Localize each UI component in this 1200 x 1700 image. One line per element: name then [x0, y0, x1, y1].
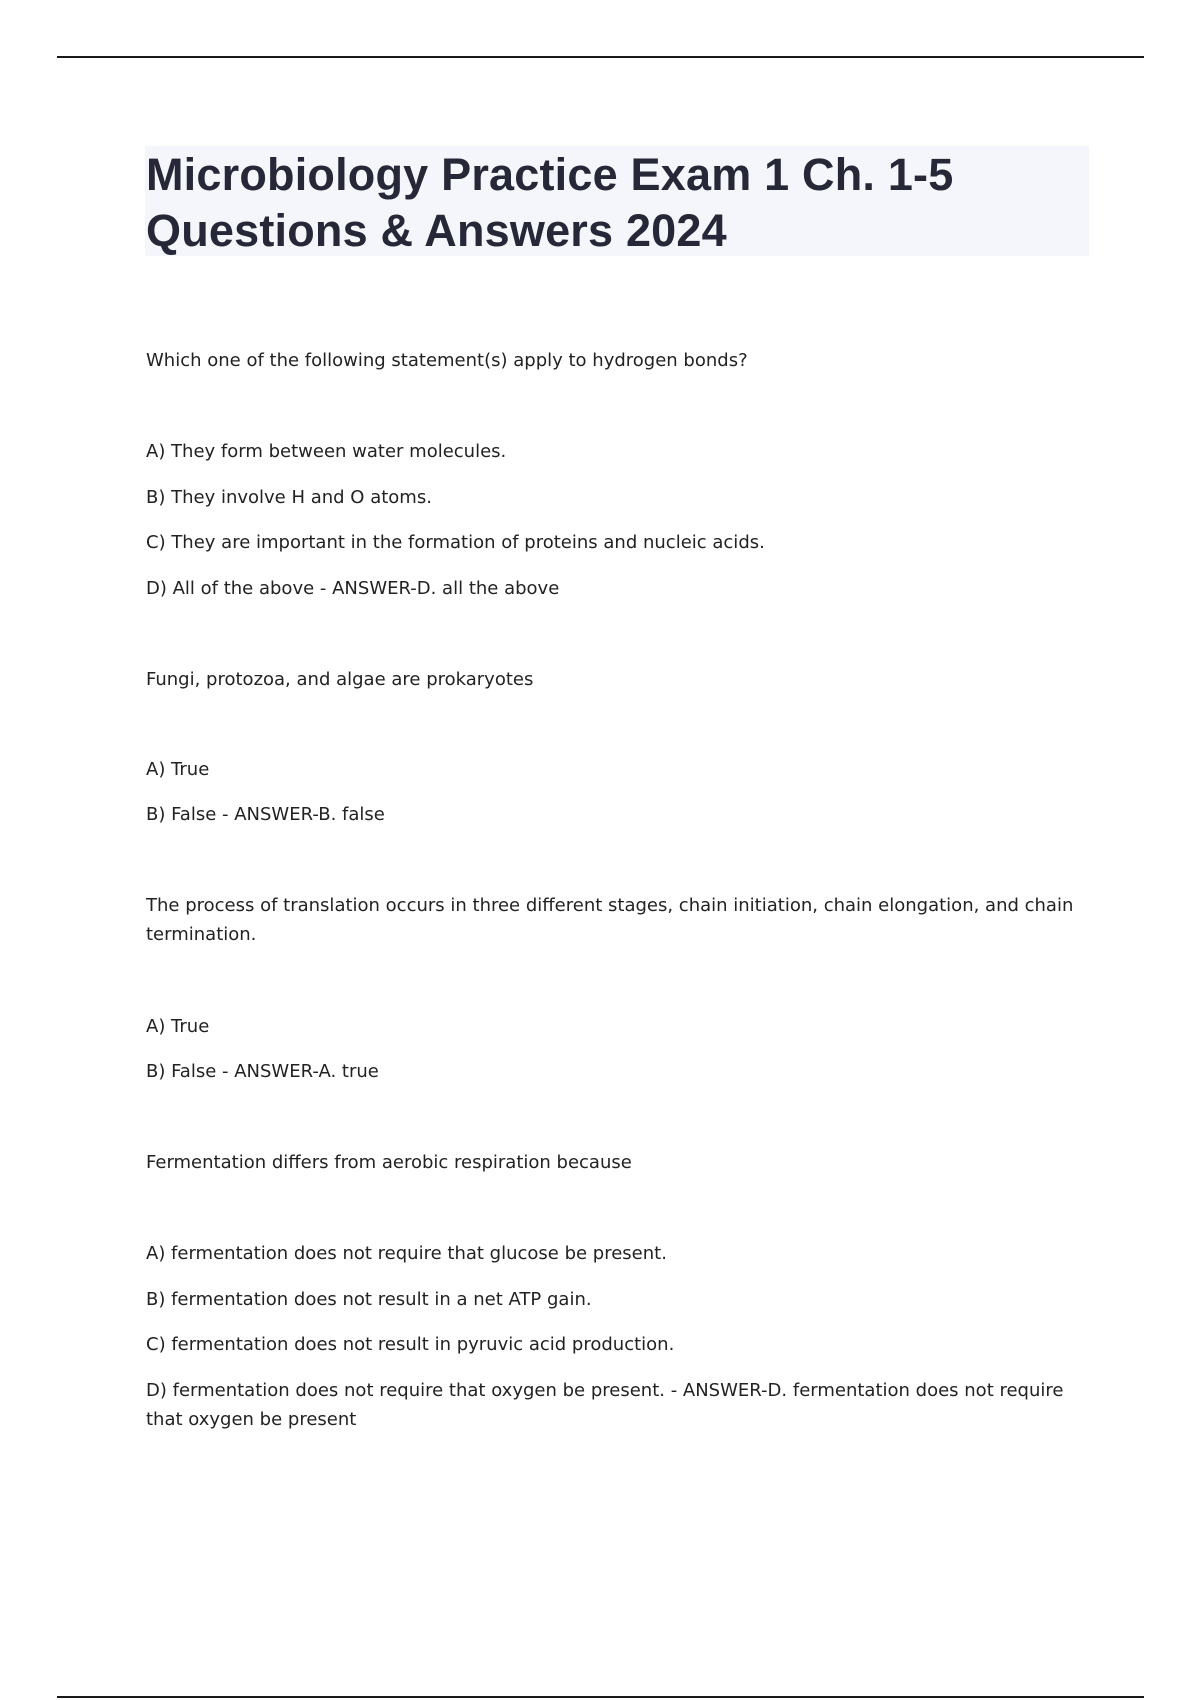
question-4-text: Fermentation differs from aerobic respiration because — [146, 1152, 632, 1173]
question-4-option-a: A) fermentation does not require that glucose be present. — [146, 1243, 667, 1264]
question-4-option-b: B) fermentation does not result in a net ATP gain. — [146, 1289, 592, 1310]
title-line-1: Microbiology Practice Exam 1 Ch. 1-5 — [146, 149, 954, 200]
title-line-2: Questions & Answers 2024 — [146, 205, 727, 256]
question-2-option-b-answer: B) False - ANSWER-B. false — [146, 804, 385, 825]
question-3-text: The process of translation occurs in three different stages, chain initiation, chain elongation, and chain termination. — [146, 895, 1074, 945]
top-rule — [57, 56, 1144, 58]
question-4-option-c: C) fermentation does not result in pyruvic acid production. — [146, 1334, 675, 1355]
question-1-option-b: B) They involve H and O atoms. — [146, 487, 432, 508]
page-title — [146, 147, 953, 259]
question-2-text: Fungi, protozoa, and algae are prokaryotes — [146, 669, 534, 690]
question-3-option-b-answer: B) False - ANSWER-A. true — [146, 1061, 379, 1082]
question-3-option-a: A) True — [146, 1016, 210, 1037]
question-4-option-d-answer: D) fermentation does not require that oxygen be present. - ANSWER-D. fermentation does not require that oxygen be present — [146, 1380, 1064, 1430]
question-1-option-a: A) They form between water molecules. — [146, 441, 507, 462]
question-1-option-c: C) They are important in the formation of proteins and nucleic acids. — [146, 532, 765, 553]
question-2-option-a: A) True — [146, 759, 210, 780]
bottom-rule — [57, 1696, 1144, 1698]
question-1-text: Which one of the following statement(s) apply to hydrogen bonds? — [146, 350, 748, 371]
question-1-option-d-answer: D) All of the above - ANSWER-D. all the above — [146, 578, 560, 599]
